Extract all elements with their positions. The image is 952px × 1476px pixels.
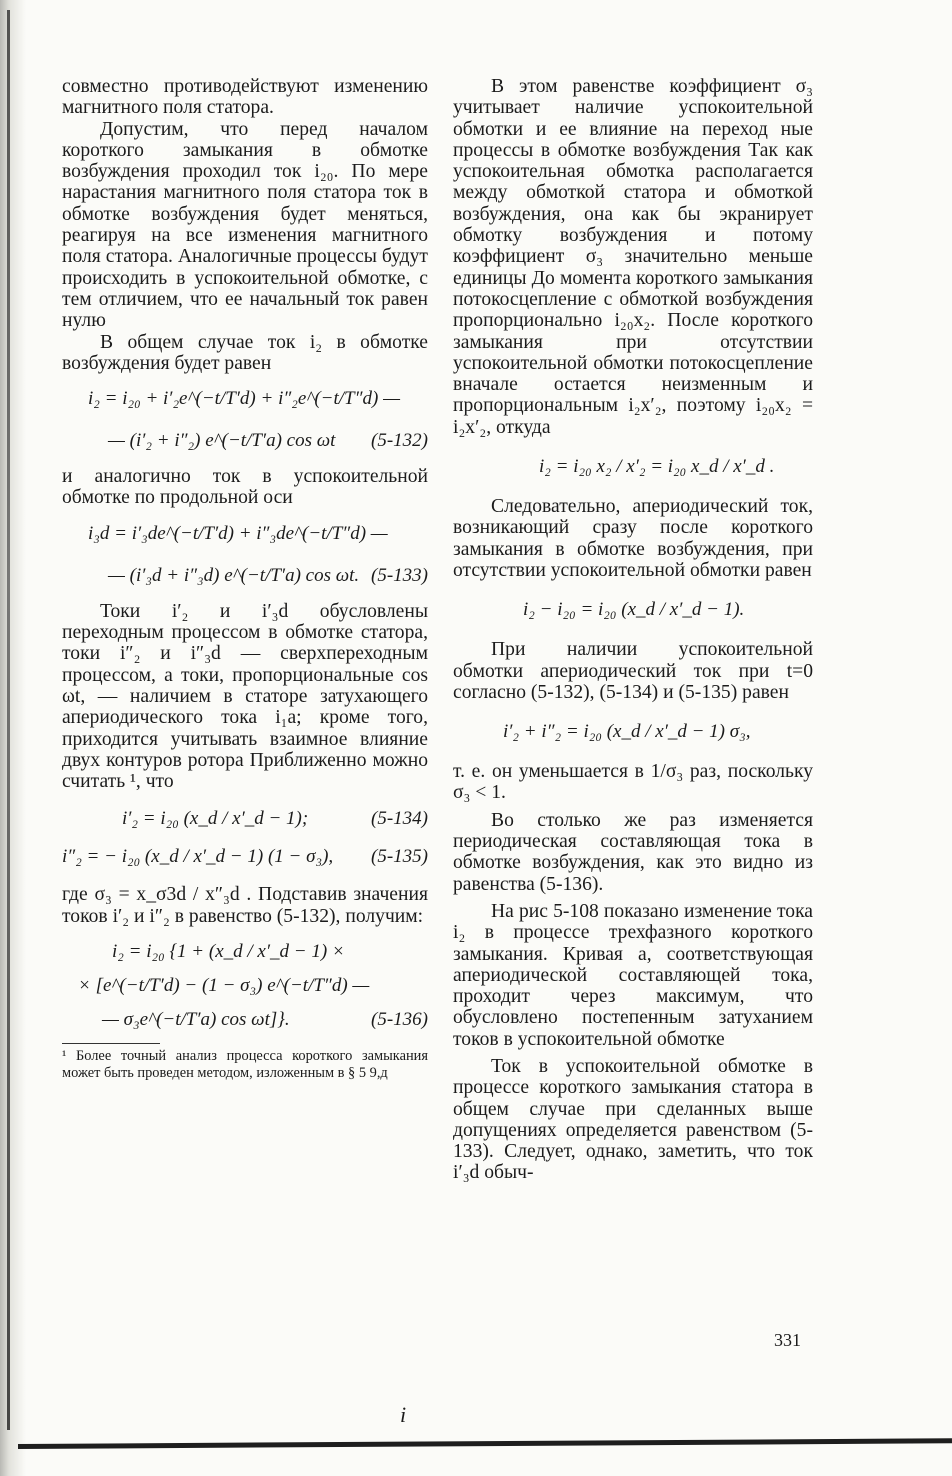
paragraph: совместно противодействуют изменению магнитного поля статора. [62, 76, 428, 119]
paragraph: В этом равенстве коэффициент σ₃ учитывает наличие успокоительной обмотки и ее влияние на переход ные процессы в обмотке возбуждения Так как успокоительная обмотка располагается между обмоткой статора и обмоткой возбуждения, она как бы экранирует обмотку возбуждения и потому коэффициент σ₃ значительно меньше единицы До момента короткого замыкания потокосцепление с обмоткой возбуждения пропорционально i₂₀x₂. После короткого замыкания при отсутствии успокоительной обмотки потокосцепление вначале остается неизменным и пропорциональным i₂x′₂, поэтому i₂₀x₂ = i₂x′₂, откуда [453, 76, 813, 438]
equation-line: — σ₃e^(−t/T′a) cos ωt]}. [102, 1009, 290, 1031]
paragraph: Ток в успокоительной обмотке в процессе короткого замыкания статора в общем случае при сделанных выше допущениях определяется равенством (5-133). Следует, однако, заметить, что ток i′₃d обыч- [453, 1055, 813, 1184]
equation-number: (5-135) [371, 846, 428, 868]
equation-line: × [e^(−t/T′d) − (1 − σ₃) e^(−t/T″d) — [78, 975, 370, 997]
equation-5-134 [122, 808, 428, 830]
equation-line: i″₂ = − i₂₀ (x_d / x′_d − 1) (1 − σ₃), [62, 846, 334, 868]
equation-line: i₂ = i₂₀ {1 + (x_d / x′_d − 1) × [112, 941, 345, 963]
equation-5-133 [88, 523, 428, 587]
paragraph: Следовательно, апериодический ток, возникающий сразу после короткого замыкания в обмотке возбуждения, при отсутствии успокоительной обмотки равен [453, 496, 813, 581]
paragraph: Допустим, что перед началом короткого замыкания в обмотке возбуждения проходил ток i₂₀. По мере нарастания магнитного поля статора ток в обмотке возбуждения будет меняться, реагируя на все изменения магнитного поля статора. Аналогичные процессы будут происходить в успокоительной обмотке, с тем отличием, что ее начальный ток равен нулю [62, 118, 428, 332]
equation-line: i₂ − i₂₀ = i₂₀ (x_d / x′_d − 1). [523, 599, 745, 621]
footnote-rule [62, 1043, 160, 1044]
equation-line: i₃d = i′₃de^(−t/T′d) + i″₃de^(−t/T″d) — [88, 522, 388, 544]
equation-number: (5-132) [371, 430, 428, 452]
scan-bottom-edge [18, 1438, 952, 1449]
page-number: 331 [774, 1330, 801, 1350]
equation-number: (5-133) [371, 564, 428, 586]
equation-line: — (i′₂ + i″₂) e^(−t/T′a) cos ωt [108, 430, 336, 452]
paragraph: где σ₃ = x_σ3d / x″₃d . Подставив значения токов i′₂ и i″₂ в равенство (5-132), получим: [62, 884, 428, 927]
scan-binding-edge [0, 0, 26, 1476]
paragraph: На рис 5-108 показано изменение тока i₂ в процессе трехфазного короткого замыкания. Кривая a, соответствующая апериодической составляющей тока, проходит через максимум, что обусловлено постепенным затуханием токов в успокоительной обмотке [453, 900, 813, 1050]
equation-line: — (i′₃d + i″₃d) e^(−t/T′a) cos ωt. [108, 564, 360, 586]
paragraph: При наличии успокоительной обмотки апериодический ток при t=0 согласно (5-132), (5-134) и (5-135) равен [453, 639, 813, 703]
equation-line: i′₂ = i₂₀ (x_d / x′_d − 1); [122, 808, 309, 830]
paragraph: В общем случае ток i₂ в обмотке возбуждения будет равен [62, 331, 428, 374]
paragraph: Токи i′₂ и i′₃d обусловлены переходным процессом в обмотке статора, токи i″₂ и i″₃d — сверхпереходным процессом, а токи, пропорциональные cos ωt, — наличием в статоре затухающего апериодического тока i₁a; кроме того, приходится учитывать взаимное влияние двух контуров ротора Приближенно можно считать ¹, что [62, 600, 428, 793]
equation-5-132 [88, 388, 428, 452]
paragraph: Во столько же раз изменяется периодическая составляющая тока в обмотке возбуждения, как это видно из равенства (5-136). [453, 809, 813, 895]
equation-line: i₂ = i₂₀ + i′₂e^(−t/T′d) + i″₂e^(−t/T″d) — [88, 388, 400, 410]
paragraph: т. е. он уменьшается в 1/σ₃ раз, поскольку σ₃ < 1. [453, 761, 813, 804]
equation-5-136 [78, 941, 428, 1031]
equation-number: (5-136) [371, 1009, 428, 1031]
equation-5-135 [62, 846, 428, 868]
left-column [62, 76, 428, 1081]
stray-mark: i [400, 1402, 407, 1427]
right-column [453, 76, 813, 1184]
footnote: ¹ Более точный анализ процесса короткого замыкания может быть проведен методом, изложенным в § 5 9,д [62, 1048, 428, 1081]
equation-number: (5-134) [371, 808, 428, 830]
equation-line: i′₂ + i″₂ = i₂₀ (x_d / x′_d − 1) σ₃, [503, 721, 751, 743]
paragraph: и аналогично ток в успокоительной обмотке по продольной оси [62, 466, 428, 509]
equation-line: i₂ = i₂₀ x₂ / x′₂ = i₂₀ x_d / x′_d . [539, 456, 775, 478]
